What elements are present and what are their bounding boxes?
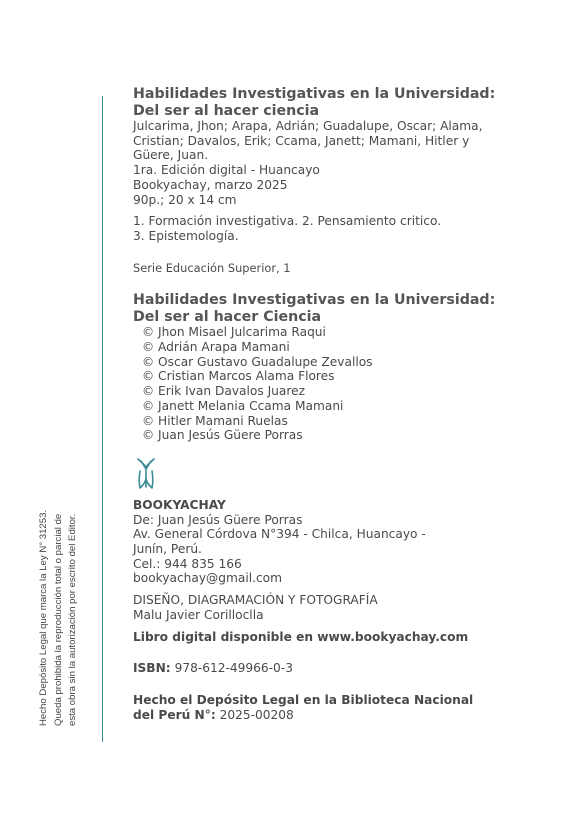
side-note-line: Hecho Depósito Legal que marca la Ley N° 31253. — [38, 509, 49, 726]
author-item: © Juan Jesús Güere Porras — [142, 428, 303, 443]
side-note-line: esta obra sin la autorización por escrito del Editor. — [67, 513, 79, 726]
isbn-label: ISBN: — [133, 661, 171, 676]
legal-deposit — [133, 693, 553, 722]
legal-side-note-text — [37, 481, 81, 726]
publisher-email: bookyachay@gmail.com — [133, 571, 282, 586]
catalog-detail-line: Bookyachay, marzo 2025 — [133, 177, 288, 192]
catalog-record — [133, 86, 553, 275]
availability-note: Libro digital disponible en www.bookyachay.com — [133, 629, 469, 644]
catalog-title — [133, 86, 553, 119]
bookyachay-logo-icon — [135, 457, 157, 490]
author-item: © Oscar Gustavo Guadalupe Zevallos — [142, 354, 373, 369]
copyright-title — [133, 292, 553, 325]
legal-deposit-line: Hecho el Depósito Legal en la Biblioteca Nacional — [133, 692, 474, 707]
author-item: © Adrián Arapa Mamani — [142, 340, 290, 355]
publisher-block — [133, 498, 553, 586]
author-item: © Janett Melania Ccama Mamani — [142, 398, 344, 413]
copyright-page — [133, 86, 553, 722]
author-item: © Cristian Marcos Alama Flores — [142, 369, 335, 384]
author-item: © Hitler Mamani Ruelas — [142, 413, 288, 428]
legal-deposit-number: 2025-00208 — [219, 707, 294, 722]
vertical-divider — [102, 96, 103, 742]
catalog-detail-line: Cristian; Davalos, Erik; Ccama, Janett; Mamani, Hitler y — [133, 133, 470, 148]
publisher-line: Junín, Perú. — [133, 542, 202, 557]
publisher-line: De: Juan Jesús Güere Porras — [133, 512, 303, 527]
catalog-subject-line: 1. Formación investigativa. 2. Pensamiento critico. — [133, 214, 442, 229]
publisher-name: BOOKYACHAY — [133, 497, 226, 512]
author-item: © Jhon Misael Julcarima Raqui — [142, 325, 326, 340]
legal-side-note — [37, 481, 92, 726]
catalog-detail-line: Güere, Juan. — [133, 148, 209, 163]
catalog-title-line: Habilidades Investigativas en la Universidad: — [133, 86, 496, 102]
side-note-line: Queda prohibida la reproducción total o parcial de — [52, 513, 64, 726]
copyright-block — [133, 292, 553, 443]
design-heading: DISEÑO, DIAGRAMACIÓN Y FOTOGRAFÍA — [133, 593, 378, 608]
catalog-series: Serie Educación Superior, 1 — [133, 260, 291, 275]
legal-deposit-label: del Perú N°: — [133, 707, 216, 722]
catalog-subject-line: 3. Epistemología. — [133, 228, 239, 243]
publisher-address: Av. General Córdova N°394 - Chilca, Huancayo - — [133, 527, 426, 542]
catalog-title-line: Del ser al hacer ciencia — [133, 102, 320, 119]
author-item: © Erik Ivan Davalos Juarez — [142, 384, 305, 399]
publisher-phone: Cel.: 944 835 166 — [133, 556, 242, 571]
legal-deposit-number-line — [133, 708, 553, 723]
catalog-detail-line: Julcarima, Jhon; Arapa, Adrián; Guadalupe, Oscar; Alama, — [133, 119, 483, 133]
design-name: Malu Javier Corilloclla — [133, 607, 264, 622]
design-credit — [133, 593, 553, 622]
copyright-title-line: Del ser al hacer Ciencia — [133, 308, 322, 325]
catalog-detail-line: 90p.; 20 x 14 cm — [133, 192, 237, 207]
catalog-detail-line: 1ra. Edición digital - Huancayo — [133, 163, 320, 178]
isbn-value: 978-612-49966-0-3 — [174, 661, 293, 676]
author-list — [133, 325, 553, 443]
copyright-title-line: Habilidades Investigativas en la Universidad: — [133, 292, 496, 309]
isbn-line — [133, 661, 553, 676]
